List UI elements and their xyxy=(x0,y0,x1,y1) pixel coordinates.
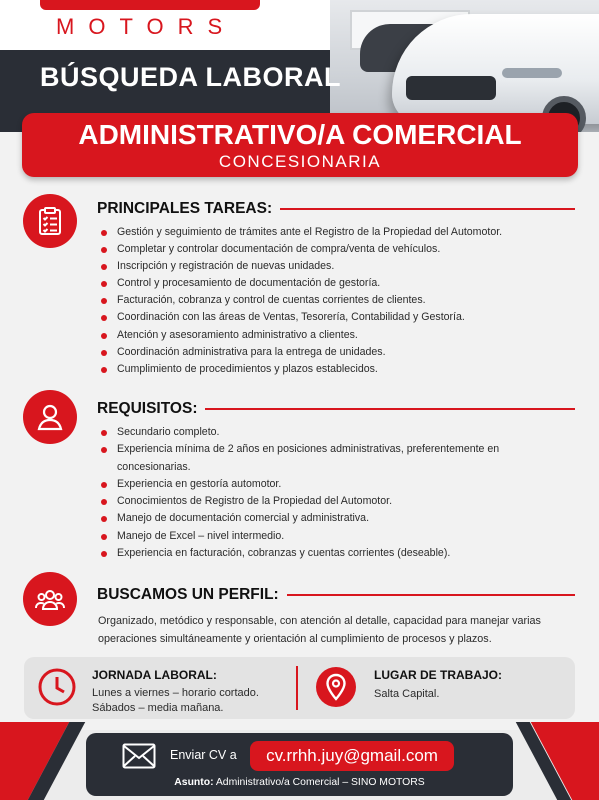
subject-label: Asunto: xyxy=(174,777,214,788)
position-title: ADMINISTRATIVO/A COMERCIAL xyxy=(78,119,522,150)
tasks-list xyxy=(100,224,570,378)
list-item: Secundario completo. xyxy=(100,424,510,441)
send-cv-label: Enviar CV a xyxy=(170,748,237,762)
heading-divider xyxy=(280,208,575,210)
requirements-list xyxy=(100,424,510,562)
clock-icon xyxy=(36,666,78,708)
list-item: Manejo de Excel – nivel intermedio. xyxy=(100,528,510,545)
list-item: Gestión y seguimiento de trámites ante el Registro de la Propiedad del Automotor. xyxy=(100,224,570,241)
profile-heading-row xyxy=(97,586,575,604)
list-item: Completar y controlar documentación de compra/venta de vehículos. xyxy=(100,241,570,258)
envelope-icon xyxy=(122,743,156,769)
list-item: Control y procesamiento de documentación de gestoría. xyxy=(100,275,570,292)
profile-section xyxy=(20,572,580,652)
schedule-label: JORNADA LABORAL: xyxy=(92,668,217,682)
car-headlamp xyxy=(502,68,562,78)
schedule-saturday: Sábados – media mañana. xyxy=(92,702,224,714)
clipboard-checklist-icon xyxy=(23,194,77,248)
list-item: Atención y asesoramiento administrativo a clientes. xyxy=(100,327,570,344)
info-box xyxy=(24,657,575,719)
logo-mark xyxy=(40,0,260,10)
tasks-heading-row xyxy=(97,200,575,218)
list-item: Cumplimiento de procedimientos y plazos establecidos. xyxy=(100,361,570,378)
tasks-heading: PRINCIPALES TAREAS: xyxy=(97,200,273,217)
logo-area xyxy=(0,0,330,50)
page-title: BÚSQUEDA LABORAL xyxy=(40,62,341,92)
requirements-section xyxy=(20,388,580,568)
cv-submit-box xyxy=(86,733,513,796)
email-link[interactable]: cv.rrhh.juy@gmail.com xyxy=(250,741,454,771)
car-white-photo xyxy=(392,14,599,124)
list-item: Coordinación administrativa para la entrega de unidades. xyxy=(100,344,570,361)
profile-heading: BUSCAMOS UN PERFIL: xyxy=(97,586,279,603)
profile-text: Organizado, metódico y responsable, con atención al detalle, capacidad para manejar varias operaciones simultáneamente y orientación al cumplimiento de procesos y plazos. xyxy=(98,615,541,645)
position-banner xyxy=(22,113,578,177)
list-item: Experiencia mínima de 2 años en posiciones administrativas, preferentemente en concesionarias. xyxy=(100,441,510,476)
location-pin-icon xyxy=(315,666,357,708)
requirements-heading-row xyxy=(97,400,575,418)
list-item: Manejo de documentación comercial y administrativa. xyxy=(100,510,510,527)
heading-divider xyxy=(205,408,575,410)
list-item: Coordinación con las áreas de Ventas, Tesorería, Contabilidad y Gestoría. xyxy=(100,309,570,326)
list-item: Inscripción y registración de nuevas unidades. xyxy=(100,258,570,275)
company-type: CONCESIONARIA xyxy=(218,152,382,171)
list-item: Conocimientos de Registro de la Propiedad del Automotor. xyxy=(100,493,510,510)
location-label: LUGAR DE TRABAJO: xyxy=(374,668,502,682)
location-value: Salta Capital. xyxy=(374,688,440,700)
group-icon xyxy=(23,572,77,626)
requirements-heading: REQUISITOS: xyxy=(97,400,198,417)
tasks-section xyxy=(20,188,580,383)
email-subject xyxy=(86,777,513,788)
info-divider xyxy=(296,666,298,710)
subject-value: Administrativo/a Comercial – SINO MOTORS xyxy=(215,777,425,788)
schedule-weekdays: Lunes a viernes – horario cortado. xyxy=(92,687,259,699)
list-item: Experiencia en facturación, cobranzas y cuentas corrientes (deseable). xyxy=(100,545,510,562)
list-item: Experiencia en gestoría automotor. xyxy=(100,476,510,493)
user-icon xyxy=(23,390,77,444)
car-grille xyxy=(406,76,496,100)
heading-divider xyxy=(287,594,575,596)
logo-text: MOTORS xyxy=(56,14,237,39)
list-item: Facturación, cobranza y control de cuentas corrientes de clientes. xyxy=(100,292,570,309)
